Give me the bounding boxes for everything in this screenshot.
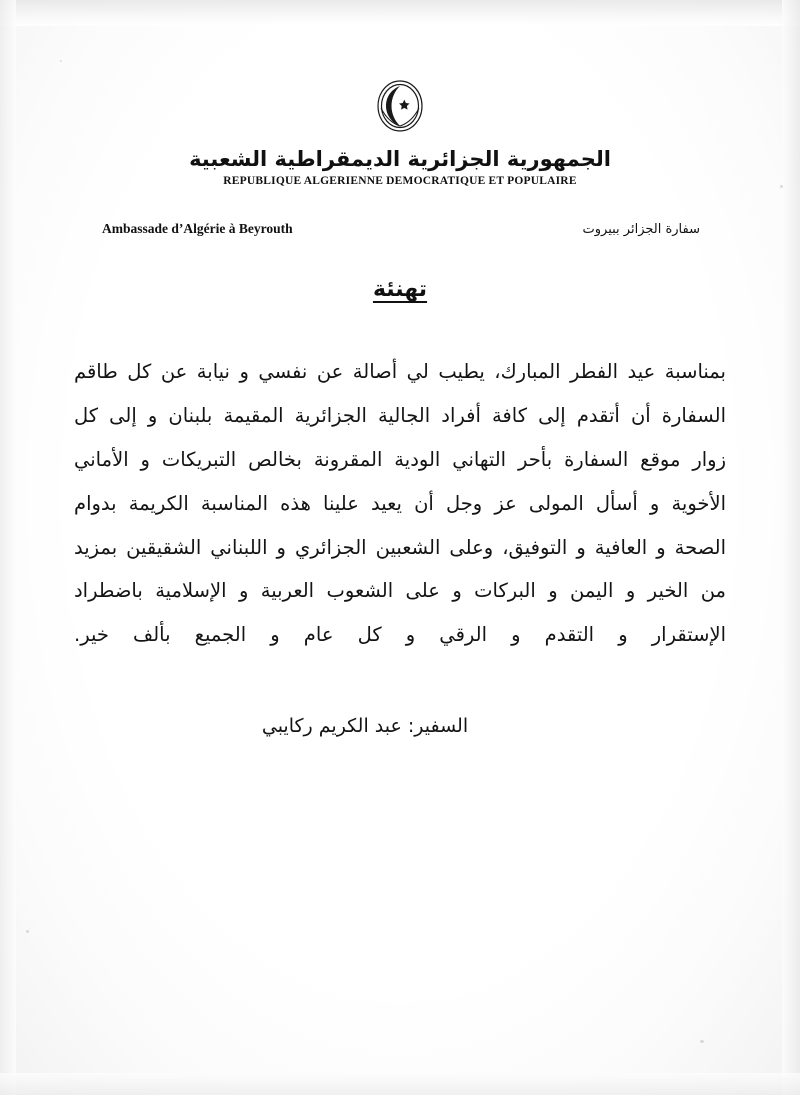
- signature-line: السفير: عبد الكريم ركايبي: [261, 715, 469, 738]
- emblem-container: [60, 0, 740, 139]
- embassy-row: [60, 221, 740, 237]
- algeria-national-emblem-icon: [369, 78, 431, 134]
- country-name-arabic: الجمهورية الجزائرية الديمقراطية الشعبية: [189, 147, 611, 171]
- document-body: بمناسبة عيد الفطر المبارك، يطيب لي أصالة عن نفسي و نيابة عن كل طاقم السفارة أن أتقدم إلى كافة أفراد الجالية الجزائرية المقيمة بلبنان و إلى كل زوار موقع السفارة بأحر التهاني الودية المقرونة بخالص التبريكات و الأماني الأخوية و أسأل المولى عز وجل أن يعيد علينا هذه المناسبة الكريمة بدوام الصحة و العافية و التوفيق، وعلى الشعبين الجزائري و اللبناني الشقيقين بمزيد من الخير و اليمن و البركات و على الشعوب العربية و الإسلامية باضطراد الإستقرار و التقدم و الرقي و كل عام و الجميع بألف خير.: [74, 360, 726, 647]
- embassy-name-arabic: سفارة الجزائر ببيروت: [582, 222, 700, 237]
- embassy-name-french: Ambassade d’Algérie à Beyrouth: [102, 221, 293, 236]
- country-name-french: REPUBLIQUE ALGERIENNE DEMOCRATIQUE ET POPULAIRE: [223, 175, 577, 187]
- page-title: تهنئة: [372, 277, 428, 302]
